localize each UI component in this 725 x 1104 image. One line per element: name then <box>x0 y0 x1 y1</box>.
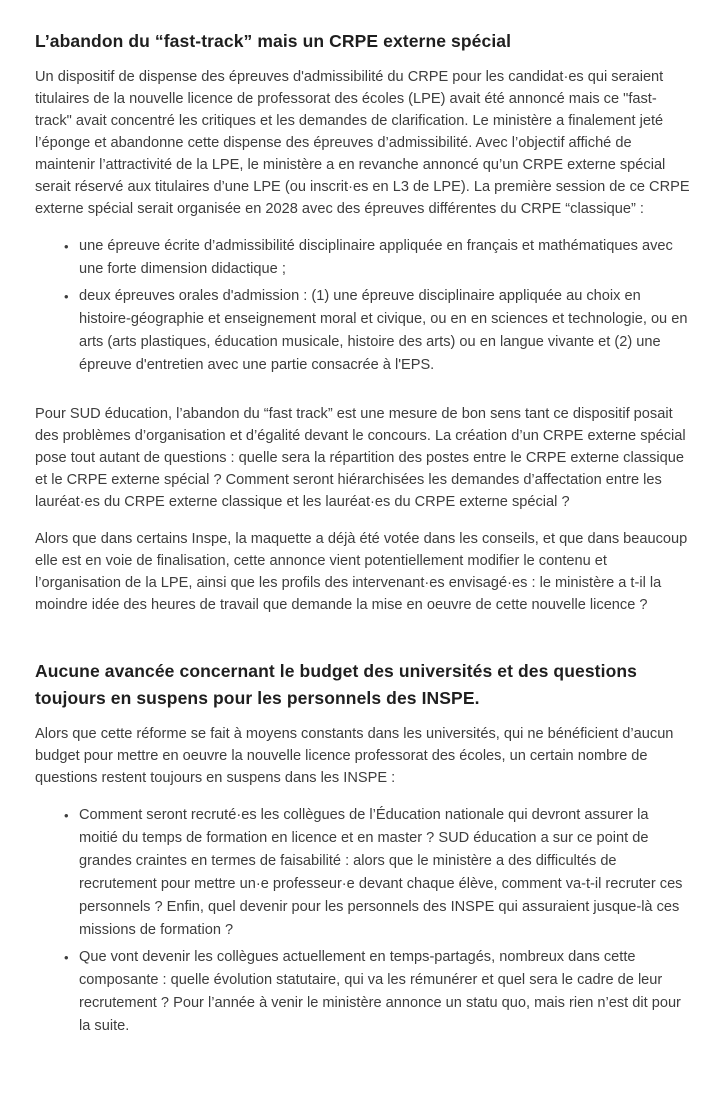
section-heading-budget: Aucune avancée concernant le budget des universités et des questions toujours en suspens pour les personnels des INSPE. <box>35 661 637 709</box>
bullet-list-epreuves <box>35 235 691 377</box>
paragraph-inspe-maquette: Alors que dans certains Inspe, la maquette a déjà été votée dans les conseils, et que dans beaucoup elle est en voie de finalisation, cette annonce vient potentiellement modifier le contenu et l’organisation de la LPE, ainsi que les profils des intervenant·es envisagé·es : le ministère a t-il la moindre idée des heures de travail que demande la mise en oeuvre de cette nouvelle licence ? <box>35 531 688 614</box>
list-item: • deux épreuves orales d'admission : (1) une épreuve disciplinaire appliquée au choix en histoire-géographie et enseignement moral et civique, ou en en sciences et technologie, ou en arts (arts plastiques, éducation musicale, histoire des arts) ou en langue vivante et (2) une épreuve d'entretien avec une partie consacrée à l'EPS. <box>63 285 691 377</box>
bullet-list-questions <box>35 804 691 1038</box>
paragraph-fast-track-intro: Un dispositif de dispense des épreuves d'admissibilité du CRPE pour les candidat·es qui seraient titulaires de la nouvelle licence de professorat des écoles (LPE) avait été annoncé mais ce "fast-track" avait concentré les critiques et les demandes de clarification. Le ministère a finalement jeté l’éponge et abandonne cette dispense des épreuves d’admissibilité. Avec l’objectif affiché de maintenir l’attractivité de la LPE, le ministère a en revanche annoncé qu’un CRPE externe spécial serait réservé aux titulaires d’une LPE (ou inscrit·es en L3 de LPE). La première session de ce CRPE externe spécial serait organisée en 2028 avec des épreuves différentes du CRPE “classique” : <box>35 69 690 218</box>
list-item: • une épreuve écrite d’admissibilité disciplinaire appliquée en français et mathématiques avec une forte dimension didactique ; <box>63 235 691 281</box>
paragraph-sud-position: Pour SUD éducation, l’abandon du “fast track” est une mesure de bon sens tant ce dispositif posait des problèmes d’organisation et d’égalité devant le concours. La création d’un CRPE externe spécial pose tout autant de questions : quelle sera la répartition des postes entre le CRPE externe classique et le CRPE externe spécial ? Comment seront hiérarchisées les demandes d’affectation entre les lauréat·es du CRPE externe classique et les lauréat·es du CRPE externe spécial ? <box>35 406 686 511</box>
section-fast-track <box>35 28 691 616</box>
paragraph-budget-intro: Alors que cette réforme se fait à moyens constants dans les universités, qui ne bénéficient d’aucun budget pour mettre en oeuvre la nouvelle licence professorat des écoles, un certain nombre de questions restent toujours en suspens dans les INSPE : <box>35 726 674 787</box>
section-budget <box>35 658 691 1038</box>
list-item: • Que vont devenir les collègues actuellement en temps-partagés, nombreux dans cette composante : quelle évolution statutaire, qui va les rémunérer et quel sera le cadre de leur recrutement ? Pour l’année à venir le ministère annonce un statu quo, mais rien n’est dit pour la suite. <box>63 946 691 1038</box>
section-heading-fast-track: L’abandon du “fast-track” mais un CRPE externe spécial <box>35 31 512 51</box>
list-item: • Comment seront recruté·es les collègues de l’Éducation nationale qui devront assurer la moitié du temps de formation en licence et en master ? SUD éducation a sur ce point de grandes craintes en termes de faisabilité : alors que le ministère a des difficultés de recrutement pour mettre un·e professeur·e devant chaque élève, comment va-t-il recruter ces personnels ? Enfin, quel devenir pour les personnels des INSPE qui assuraient jusque-là ces missions de formation ? <box>63 804 691 942</box>
